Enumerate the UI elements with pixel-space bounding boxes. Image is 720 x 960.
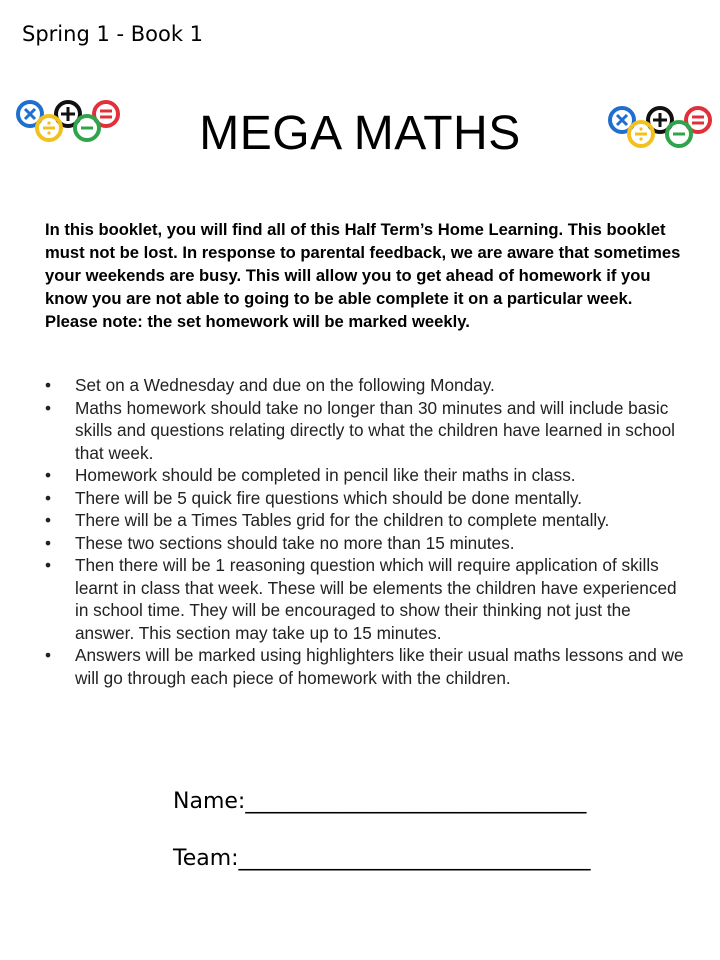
list-item-text: Then there will be 1 reasoning question which will require application of skills learnt in class that week. These will be elements the children have experienced in school time. They will be encouraged to show their thinking not just the answer. This section may take up to 15 minutes. bbox=[75, 555, 677, 643]
list-item bbox=[45, 374, 685, 397]
list-item-text: There will be a Times Tables grid for the children to complete mentally. bbox=[75, 510, 610, 530]
bullet-icon: • bbox=[45, 397, 52, 418]
list-item-text: Homework should be completed in pencil like their maths in class. bbox=[75, 465, 576, 485]
list-item bbox=[45, 487, 685, 510]
list-item bbox=[45, 644, 685, 689]
book-label: Spring 1 - Book 1 bbox=[22, 22, 204, 46]
list-item-text: Maths homework should take no longer than 30 minutes and will include basic skills and questions relating directly to what the children have learned in school that week. bbox=[75, 397, 675, 463]
name-field[interactable]: Name:_______________________________ bbox=[173, 789, 587, 814]
list-item bbox=[45, 509, 685, 532]
bullet-icon: • bbox=[45, 510, 52, 530]
bullet-icon: • bbox=[45, 465, 52, 485]
bullet-icon: • bbox=[45, 375, 52, 395]
list-item-text: Answers will be marked using highlighters like their usual maths lessons and we will go through each piece of homework with the children. bbox=[75, 645, 684, 688]
homework-rules-list bbox=[45, 374, 685, 689]
list-item-text: Set on a Wednesday and due on the following Monday. bbox=[75, 375, 495, 395]
list-item bbox=[45, 464, 685, 487]
list-item bbox=[45, 397, 685, 465]
bullet-icon: • bbox=[45, 487, 52, 508]
list-item bbox=[45, 532, 685, 555]
bullet-icon: • bbox=[45, 555, 52, 575]
intro-paragraph: In this booklet, you will find all of this Half Term’s Home Learning. This booklet must not be lost. In response to parental feedback, we are aware that sometimes your weekends are busy. This will allow you to get ahead of homework if you know you are not able to going to be able complete it on a particular week. Please note: the set homework will be marked weekly. bbox=[45, 220, 681, 331]
list-item bbox=[45, 554, 685, 644]
team-field[interactable]: Team:________________________________ bbox=[173, 846, 591, 871]
bullet-icon: • bbox=[45, 645, 52, 665]
list-item-text: There will be 5 quick fire questions which should be done mentally. bbox=[75, 487, 582, 508]
list-item-text: These two sections should take no more than 15 minutes. bbox=[75, 532, 515, 553]
bullet-icon: • bbox=[45, 532, 52, 553]
page-title: MEGA MATHS bbox=[199, 107, 521, 160]
